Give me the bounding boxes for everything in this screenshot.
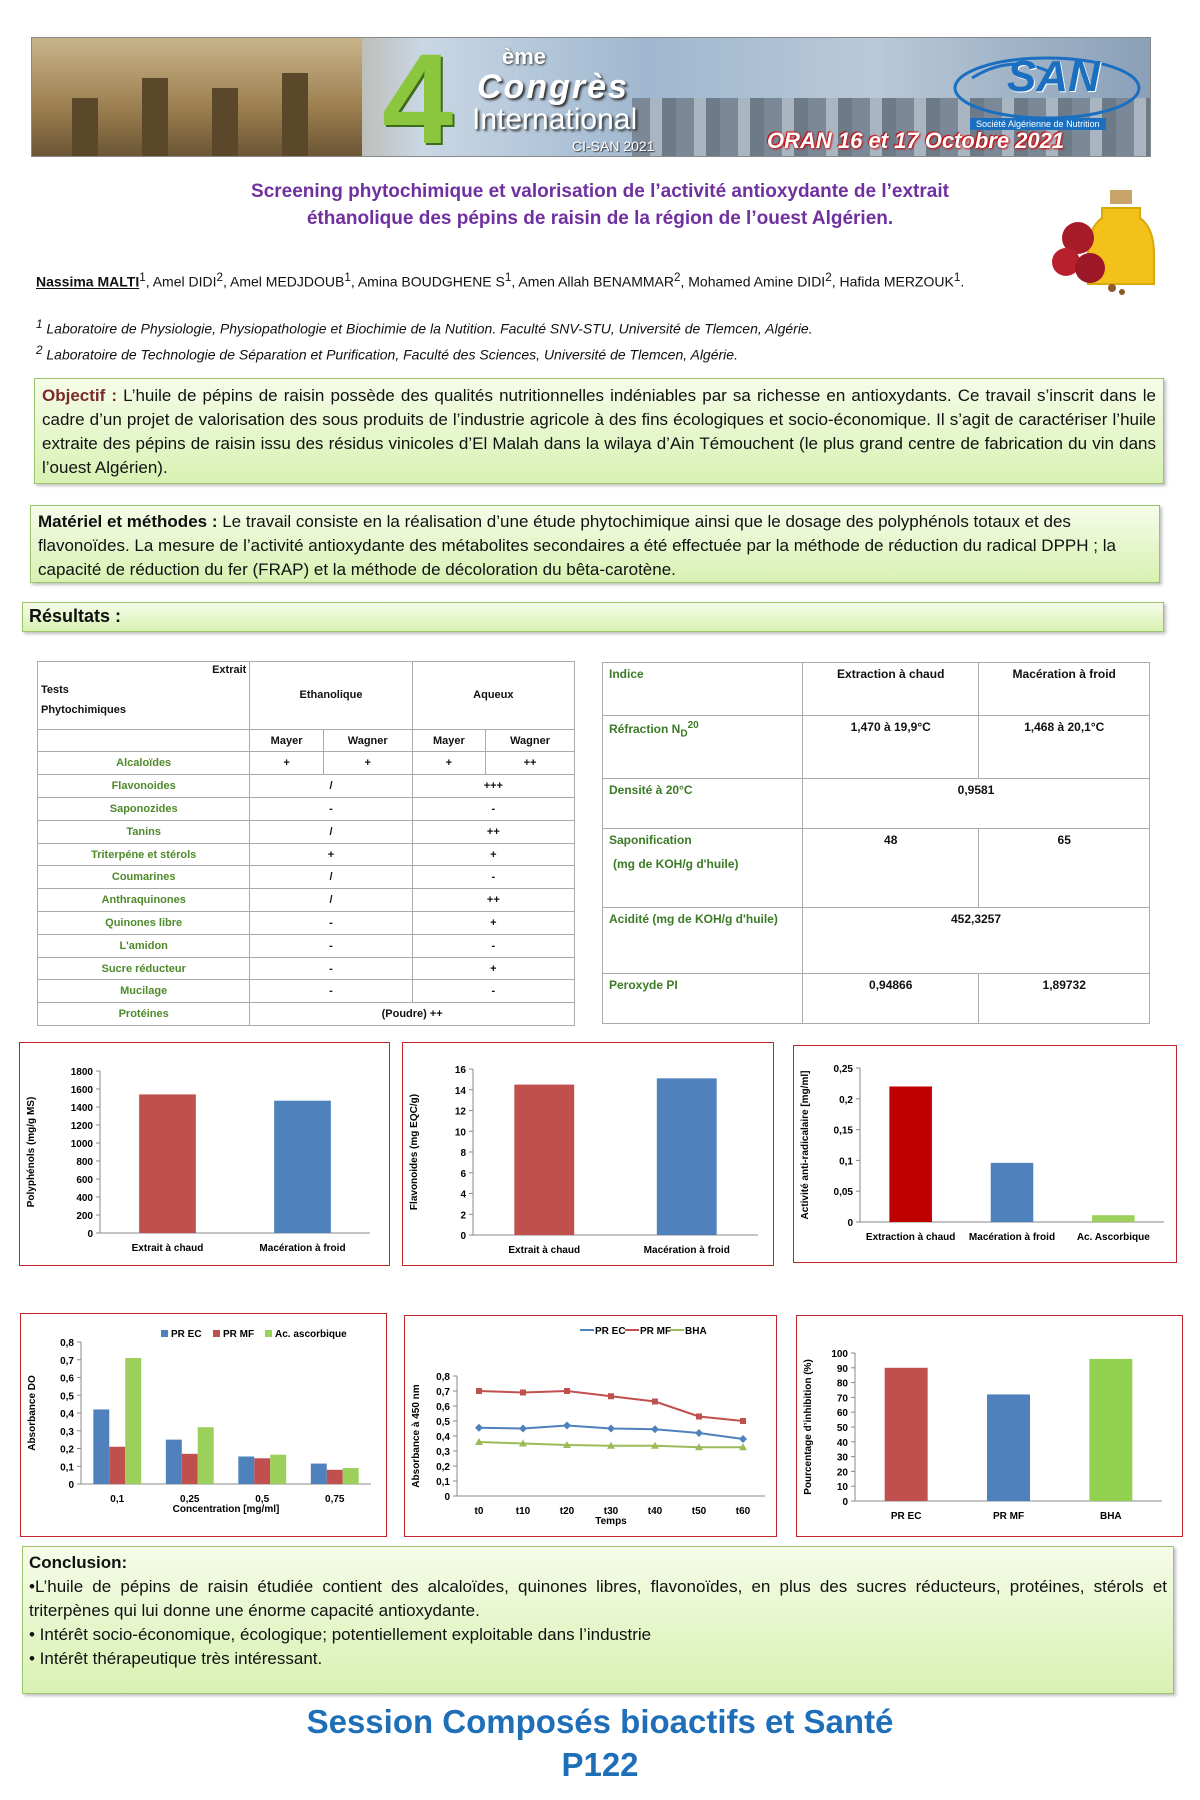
poster-number: P122 (561, 1746, 639, 1783)
bar (274, 1101, 331, 1233)
y-tick-label: 0,15 (833, 1125, 853, 1137)
table-row (603, 663, 1150, 716)
conclusion-item: •L’huile de pépins de raisin étudiée contient des alcaloïdes, quinones libres, flavonoïdes, en plus des sucres réducteurs, protéines, stérols et triterpènes qui lui donne une énorme capacité antioxydante. (29, 1577, 1167, 1620)
cell-value: 1,468 à 20,1°C (979, 715, 1150, 778)
y-tick-label: 1000 (70, 1139, 93, 1150)
resultats-header: Résultats : (22, 602, 1164, 632)
author-name: , Amel MEDJDOUB (222, 273, 345, 290)
y-tick-label: 0,05 (833, 1187, 853, 1199)
session-footer (0, 1700, 1200, 1786)
x-axis-label: Concentration [mg/ml] (172, 1504, 280, 1515)
row-label: Anthraquinones (38, 889, 250, 912)
x-tick-label: 0,25 (180, 1494, 200, 1505)
table-row (603, 778, 1150, 828)
oil-index-table (602, 662, 1150, 1024)
x-tick-label: Macération à froid (968, 1232, 1056, 1243)
table-row (38, 980, 575, 1003)
table-header: Extraction à chaud (803, 663, 979, 716)
row-label: Coumarines (38, 866, 250, 889)
author-name: , Mohamed Amine DIDI (680, 273, 826, 290)
x-tick-label: t0 (474, 1506, 484, 1517)
bar (343, 1468, 359, 1484)
flavonoids-chart-svg (403, 1043, 775, 1267)
y-tick-label: 0,3 (436, 1447, 450, 1458)
y-tick-label: 0,8 (436, 1372, 450, 1383)
y-tick-label: 0,1 (436, 1477, 450, 1488)
legend-label: BHA (685, 1326, 707, 1337)
x-tick-label: Extrait à chaud (508, 1245, 581, 1256)
san-subtitle: Société Algérienne de Nutrition (970, 118, 1106, 130)
y-tick-label: 0 (847, 1218, 853, 1229)
y-tick-label: 80 (836, 1378, 848, 1390)
cell-value: +++ (412, 775, 574, 798)
y-tick-label: 40 (836, 1437, 848, 1449)
y-tick-label: 8 (460, 1148, 466, 1159)
table-row (38, 820, 575, 843)
bar (139, 1094, 196, 1233)
legend-label: PR EC (171, 1329, 202, 1340)
row-label: L'amidon (38, 934, 250, 957)
methodes-box (30, 505, 1160, 583)
y-tick-label: 0 (444, 1492, 450, 1503)
refraction-label: Réfraction N (609, 721, 681, 736)
y-tick-label: 6 (460, 1168, 466, 1180)
author-sup: 2 (825, 271, 832, 284)
data-point (519, 1425, 527, 1433)
y-axis-label: Pourcentage d’inhibition (%) (803, 1359, 814, 1495)
x-tick-label: 0,5 (255, 1494, 270, 1505)
y-tick-label: 0,4 (436, 1432, 450, 1443)
frap-chart-svg (21, 1314, 388, 1538)
poster-title (150, 178, 1050, 232)
y-tick-label: 1200 (70, 1121, 93, 1132)
cell-value: / (250, 866, 412, 889)
saponification-unit: (mg de KOH/g d'huile) (613, 857, 739, 872)
table-row (603, 973, 1150, 1023)
frap-chart (20, 1313, 387, 1537)
row-label: Alcaloïdes (38, 752, 250, 775)
beta-carotene-chart (404, 1315, 777, 1537)
cell-value: - (412, 980, 574, 1003)
cell-value: + (412, 843, 574, 866)
x-tick-label: t30 (603, 1506, 619, 1517)
legend-swatch (161, 1330, 168, 1337)
data-point (740, 1418, 746, 1424)
data-point (475, 1424, 483, 1432)
cell-value: 1,470 à 19,9°C (803, 715, 979, 778)
affiliations (36, 314, 1086, 365)
x-tick-label: Macération à froid (259, 1243, 346, 1254)
y-tick-label: 400 (76, 1193, 93, 1204)
table-corner-cell (38, 662, 250, 730)
author-sup: 1 (139, 271, 146, 284)
bar (254, 1458, 270, 1484)
bar (327, 1470, 343, 1484)
row-label (603, 829, 803, 908)
y-tick-label: 20 (836, 1467, 848, 1479)
row-label: Densité à 20°C (603, 778, 803, 828)
x-tick-label: t10 (515, 1506, 531, 1517)
table-row (38, 889, 575, 912)
y-tick-label: 0,1 (60, 1462, 74, 1474)
y-tick-label: 12 (454, 1106, 466, 1118)
y-axis-label: Absorbance DO (27, 1375, 38, 1451)
data-point (564, 1388, 570, 1394)
inhibition-chart-svg (797, 1316, 1184, 1538)
author-sup: 2 (216, 271, 223, 284)
row-label: Protéines (38, 1003, 250, 1026)
bar (270, 1455, 286, 1484)
y-tick-label: 0 (68, 1480, 74, 1491)
data-point (607, 1425, 615, 1433)
conclusion-box (22, 1546, 1174, 1694)
y-tick-label: 0,1 (839, 1156, 853, 1168)
y-tick-label: 2 (460, 1210, 466, 1222)
data-point (695, 1429, 703, 1437)
table-row (38, 1003, 575, 1026)
table-row (38, 798, 575, 821)
cell-value: ++ (412, 889, 574, 912)
cell-value: + (412, 752, 485, 775)
affiliation-text: Laboratoire de Physiologie, Physiopathologie et Biochimie de la Nutition. Faculté SNV-STU, Université de Tlemcen, Algérie. (42, 320, 813, 337)
y-axis-label: Absorbance à 450 nm (411, 1384, 422, 1488)
y-tick-label: 0,6 (60, 1373, 74, 1385)
banner-international: International (472, 103, 638, 136)
banner-cisan: CI-SAN 2021 (572, 138, 655, 154)
cell-value: + (250, 752, 323, 775)
author-name: , Amel DIDI (145, 273, 217, 290)
sub-header: Wagner (486, 729, 575, 752)
author-main: Nassima MALTI (36, 273, 140, 290)
bar (514, 1085, 574, 1235)
bar (1092, 1215, 1135, 1222)
y-tick-label: 4 (460, 1189, 466, 1201)
cell-value: 65 (979, 829, 1150, 908)
cell-value: 1,89732 (979, 973, 1150, 1023)
y-tick-label: 10 (836, 1482, 848, 1494)
bar (238, 1456, 254, 1484)
row-label: Saponozides (38, 798, 250, 821)
cell-value: / (250, 889, 412, 912)
data-point (563, 1422, 571, 1430)
y-tick-label: 30 (836, 1452, 848, 1464)
cell-value: 48 (803, 829, 979, 908)
y-tick-label: 10 (454, 1127, 466, 1139)
bar (109, 1447, 125, 1484)
cell-value: 452,3257 (803, 908, 1150, 974)
antiradical-chart (793, 1045, 1177, 1263)
banner-date: ORAN 16 et 17 Octobre 2021 (767, 128, 1065, 153)
y-tick-label: 0,7 (436, 1387, 450, 1398)
bar (885, 1368, 928, 1501)
table-row (603, 829, 1150, 908)
y-tick-label: 0,8 (60, 1338, 74, 1349)
data-point (739, 1435, 747, 1443)
y-tick-label: 1600 (70, 1085, 93, 1096)
antiradical-chart-svg (794, 1046, 1178, 1264)
y-tick-label: 0,25 (833, 1064, 853, 1075)
cell-value: ++ (486, 752, 575, 775)
legend-label: PR MF (223, 1329, 255, 1340)
bar (311, 1464, 327, 1484)
cell-value: - (250, 798, 412, 821)
table-row (38, 912, 575, 935)
y-tick-label: 90 (836, 1363, 848, 1375)
y-tick-label: 0,5 (60, 1391, 74, 1403)
author-end: . (960, 273, 965, 290)
row-label: Sucre réducteur (38, 957, 250, 980)
x-tick-label: Macération à froid (643, 1245, 730, 1256)
hdr-ethanolique: Ethanolique (250, 662, 412, 730)
methodes-text: Le travail consiste en la réalisation d’une étude phytochimique ainsi que le dosage des polyphénols totaux et des flavonoïdes. La mesure de l’activité antioxydante des métabolites secondaires a été effectuée par la méthode de réduction du radical DPPH ; la capacité de réduction du fer (FRAP) et la méthode de décoloration du bêta-carotène. (38, 512, 1116, 579)
author-name: , Amen Allah BENAMMAR (511, 273, 674, 290)
x-tick-label: t20 (559, 1506, 575, 1517)
author-name: , Amina BOUDGHENE S (350, 273, 505, 290)
x-tick-label: PR EC (890, 1511, 922, 1522)
y-tick-label: 1400 (70, 1103, 93, 1114)
data-point (520, 1390, 526, 1396)
table-empty-cell (38, 729, 250, 752)
legend-label: PR MF (640, 1326, 672, 1337)
data-point (696, 1414, 702, 1420)
bar (987, 1394, 1030, 1501)
y-tick-label: 0,3 (60, 1426, 74, 1438)
x-tick-label: Extraction à chaud (865, 1232, 956, 1243)
bar (182, 1454, 198, 1484)
hdr-tests: Tests (41, 684, 69, 696)
refraction-sub: D (680, 727, 688, 739)
beta-carotene-chart-svg (405, 1316, 778, 1538)
hdr-extrait: Extrait (212, 664, 247, 676)
table-row (38, 934, 575, 957)
cell-value: - (250, 912, 412, 935)
bar (657, 1078, 717, 1235)
y-tick-label: 16 (454, 1065, 466, 1076)
cell-value: (Poudre) ++ (250, 1003, 575, 1026)
y-tick-label: 1800 (70, 1067, 93, 1078)
row-label: Tanins (38, 820, 250, 843)
x-tick-label: PR MF (992, 1511, 1025, 1522)
bar (1089, 1359, 1132, 1501)
inhibition-chart (796, 1315, 1183, 1537)
row-label: Triterpéne et stérols (38, 843, 250, 866)
conclusion-item: • Intérêt thérapeutique très intéressant. (29, 1649, 323, 1668)
y-tick-label: 600 (76, 1175, 93, 1186)
x-tick-label: 0,1 (110, 1494, 125, 1505)
session-title: Session Composés bioactifs et Santé (306, 1703, 894, 1740)
y-tick-label: 0 (460, 1231, 466, 1242)
row-label: Mucilage (38, 980, 250, 1003)
legend-swatch (265, 1330, 272, 1337)
x-tick-label: BHA (1099, 1511, 1122, 1522)
sub-header: Mayer (250, 729, 323, 752)
y-axis-label: Activité anti-radicalaire [mg/ml] (800, 1070, 811, 1220)
methodes-label: Matériel et méthodes : (38, 512, 218, 531)
bar (125, 1358, 141, 1484)
affiliation-sup: 2 (36, 343, 43, 357)
cell-value: / (250, 820, 412, 843)
x-tick-label: Ac. Ascorbique (1076, 1232, 1150, 1243)
y-tick-label: 0,4 (60, 1409, 74, 1420)
affiliation-line (36, 314, 1086, 340)
bar (198, 1427, 214, 1484)
banner-eme: ème (502, 44, 547, 69)
author-sup: 1 (953, 271, 961, 284)
cell-value: - (250, 980, 412, 1003)
title-line-1: Screening phytochimique et valorisation de l’activité antioxydante de l’extrait (251, 181, 949, 202)
data-point (476, 1388, 482, 1394)
x-tick-label: Extrait à chaud (131, 1243, 204, 1254)
y-tick-label: 0,2 (60, 1444, 74, 1456)
data-point (651, 1425, 659, 1433)
objectif-label: Objectif : (42, 386, 118, 405)
bar (93, 1409, 109, 1484)
legend-swatch (213, 1330, 220, 1337)
congress-banner (31, 37, 1151, 157)
phytochemical-table (37, 661, 575, 1026)
hdr-phyto: Phytochimiques (41, 704, 126, 716)
author-sup: 1 (504, 271, 512, 284)
y-axis-label: Flavonoides (mg EQC/g) (409, 1093, 420, 1211)
y-tick-label: 14 (454, 1085, 466, 1097)
building-illustration (32, 38, 362, 157)
row-label: Quinones libre (38, 912, 250, 935)
y-tick-label: 0 (87, 1229, 93, 1240)
table-header: Macération à froid (979, 663, 1150, 716)
sub-header: Wagner (323, 729, 412, 752)
table-row (38, 866, 575, 889)
x-tick-label: 0,75 (325, 1494, 345, 1505)
objectif-text: L’huile de pépins de raisin possède des qualités nutritionnelles indéniables par sa richesse en antioxydants. Ce travail s’inscrit dans le cadre d’un projet de valorisation des sous produits de l’industrie agricole à des fins écologiques et socio-économique. Il s’agit de caractériser l’huile extraite des pépins de raisin issu des résidus vinicoles d’El Malah dans la wilaya d’Ain Témouchent (le plus grand centre de fabrication du vin dans l’ouest Algérien). (42, 386, 1156, 477)
author-sup: 2 (673, 271, 681, 284)
table-row (38, 752, 575, 775)
row-label: Flavonoides (38, 775, 250, 798)
y-tick-label: 100 (831, 1349, 848, 1360)
table-row (603, 908, 1150, 974)
x-axis-label: Temps (595, 1516, 627, 1527)
conclusion-item: • Intérêt socio-économique, écologique; potentiellement exploitable dans l’industrie (29, 1625, 652, 1644)
cell-value: / (250, 775, 412, 798)
banner-congres: Congrès (477, 68, 629, 106)
y-tick-label: 0,2 (436, 1462, 450, 1473)
data-point (608, 1393, 614, 1399)
refraction-sup: 20 (687, 719, 699, 731)
cell-value: ++ (412, 820, 574, 843)
y-tick-label: 0,7 (60, 1355, 74, 1367)
author-sup: 1 (344, 271, 351, 284)
y-tick-label: 800 (76, 1157, 93, 1168)
cell-value: - (250, 957, 412, 980)
data-point (652, 1399, 658, 1405)
author-name: , Hafida MERZOUK (831, 273, 954, 290)
y-tick-label: 50 (836, 1423, 848, 1434)
flavonoids-chart (402, 1042, 774, 1266)
y-tick-label: 70 (836, 1393, 848, 1405)
cell-value: + (323, 752, 412, 775)
objectif-box (34, 378, 1164, 484)
cell-value: - (412, 934, 574, 957)
cell-value: + (412, 957, 574, 980)
y-tick-label: 0,2 (839, 1094, 853, 1106)
saponification-label: Saponification (609, 833, 692, 848)
title-line-2: éthanolique des pépins de raisin de la région de l’ouest Algérien. (306, 208, 894, 229)
authors (36, 268, 1056, 292)
affiliation-sup: 1 (36, 318, 43, 331)
grape-oil-illustration (1050, 180, 1170, 300)
legend-label: PR EC (595, 1326, 626, 1337)
cell-value: 0,94866 (803, 973, 979, 1023)
bar (991, 1163, 1034, 1222)
row-label: Acidité (mg de KOH/g d'huile) (603, 908, 803, 974)
cell-value: 0,9581 (803, 778, 1150, 828)
bar (166, 1440, 182, 1484)
cell-value: + (412, 912, 574, 935)
table-header: Indice (603, 663, 803, 716)
table-row (38, 729, 575, 752)
table-row (38, 957, 575, 980)
x-tick-label: t40 (647, 1506, 663, 1517)
y-axis-label: Polyphénols (mg/g MS) (26, 1096, 37, 1208)
sub-header: Mayer (412, 729, 485, 752)
cell-value: - (412, 866, 574, 889)
banner-number: 4 (382, 37, 454, 157)
table-row (38, 843, 575, 866)
y-tick-label: 60 (836, 1408, 848, 1420)
table-row (38, 775, 575, 798)
polyphenols-chart-svg (20, 1043, 391, 1267)
legend-label: Ac. ascorbique (275, 1329, 347, 1340)
y-tick-label: 0,5 (436, 1417, 450, 1428)
conclusion-label: Conclusion: (29, 1553, 128, 1572)
x-tick-label: t50 (691, 1506, 707, 1517)
san-text: SAN (1007, 52, 1100, 101)
y-tick-label: 200 (76, 1211, 93, 1222)
cell-value: - (250, 934, 412, 957)
y-tick-label: 0 (842, 1497, 848, 1508)
table-row (603, 715, 1150, 778)
hdr-aqueux: Aqueux (412, 662, 574, 730)
y-tick-label: 0,6 (436, 1402, 450, 1413)
row-label: Peroxyde PI (603, 973, 803, 1023)
cell-value: + (250, 843, 412, 866)
x-tick-label: t60 (735, 1506, 751, 1517)
bar (889, 1086, 932, 1222)
row-label (603, 715, 803, 778)
polyphenols-chart (19, 1042, 390, 1266)
affiliation-text: Laboratoire de Technologie de Séparation et Purification, Faculté des Sciences, Université de Tlemcen, Algérie. (42, 346, 738, 363)
affiliation-line (36, 340, 1086, 366)
cell-value: - (412, 798, 574, 821)
